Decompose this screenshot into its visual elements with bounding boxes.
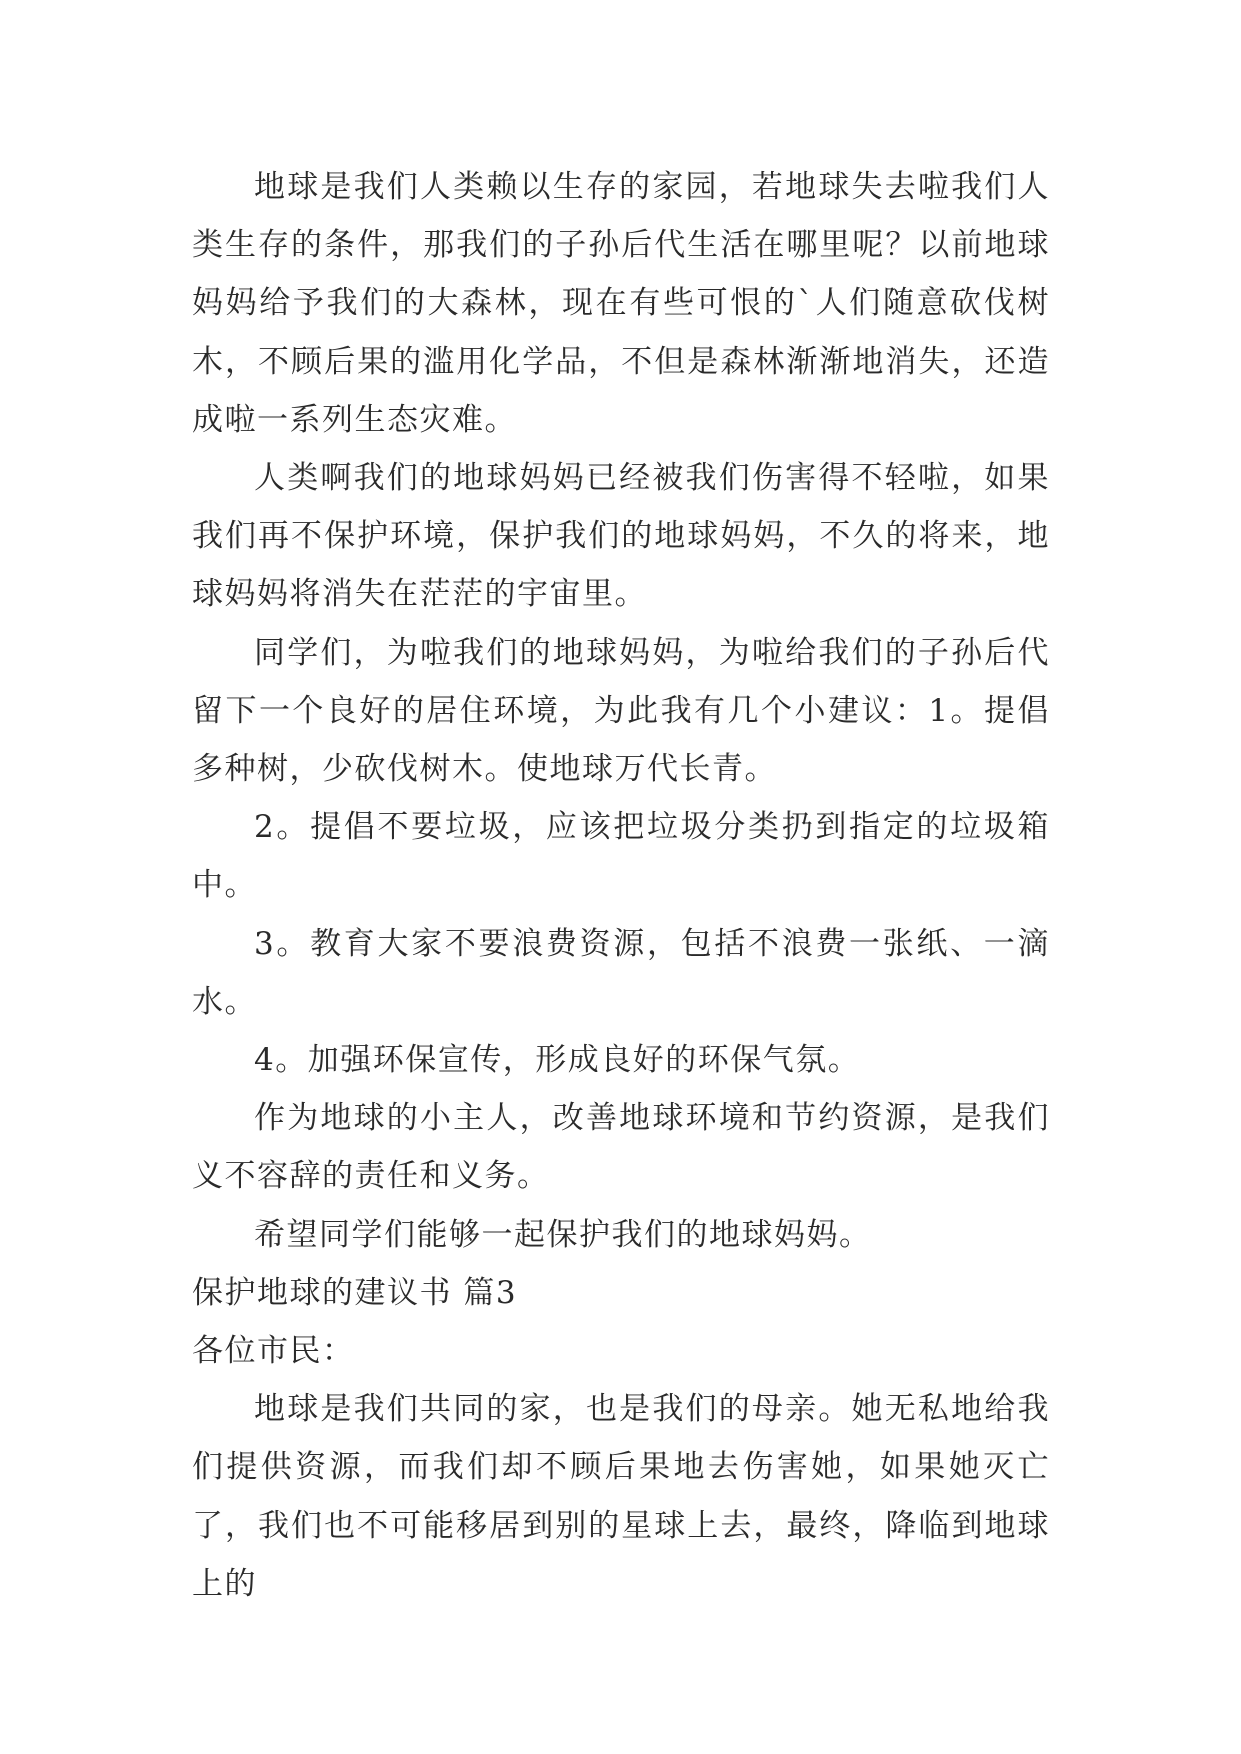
- paragraph: 2。提倡不要垃圾，应该把垃圾分类扔到指定的垃圾箱中。: [192, 809, 1050, 904]
- paragraph: 3。教育大家不要浪费资源，包括不浪费一张纸、一滴水。: [192, 925, 1050, 1020]
- document-page: [192, 158, 1050, 1613]
- paragraph: 作为地球的小主人，改善地球环境和节约资源，是我们义不容辞的责任和义务。: [192, 1100, 1050, 1195]
- paragraph: 希望同学们能够一起保护我们的地球妈妈。: [254, 1216, 872, 1253]
- paragraph: 人类啊我们的地球妈妈已经被我们伤害得不轻啦，如果我们再不保护环境，保护我们的地球妈妈，不久的将来，地球妈妈将消失在茫茫的宇宙里。: [192, 460, 1050, 613]
- paragraph: 地球是我们人类赖以生存的家园，若地球失去啦我们人类生存的条件，那我们的子孙后代生活在哪里呢？以前地球妈妈给予我们的大森林，现在有些可恨的`人们随意砍伐树木，不顾后果的滥用化学品，不但是森林渐渐地消失，还造成啦一系列生态灾难。: [192, 169, 1050, 438]
- paragraph: 4。加强环保宣传，形成良好的环保气氛。: [254, 1042, 861, 1079]
- greeting: 各位市民：: [192, 1333, 355, 1370]
- paragraph: 同学们，为啦我们的地球妈妈，为啦给我们的子孙后代留下一个良好的居住环境，为此我有几个小建议：1。提倡多种树，少砍伐树木。使地球万代长青。: [192, 634, 1050, 788]
- section-title: 保护地球的建议书 篇3: [192, 1274, 518, 1311]
- closing-paragraph: 地球是我们共同的家，也是我们的母亲。她无私地给我们提供资源，而我们却不顾后果地去伤害她，如果她灭亡了，我们也不可能移居到别的星球上去，最终，降临到地球上的: [192, 1391, 1050, 1602]
